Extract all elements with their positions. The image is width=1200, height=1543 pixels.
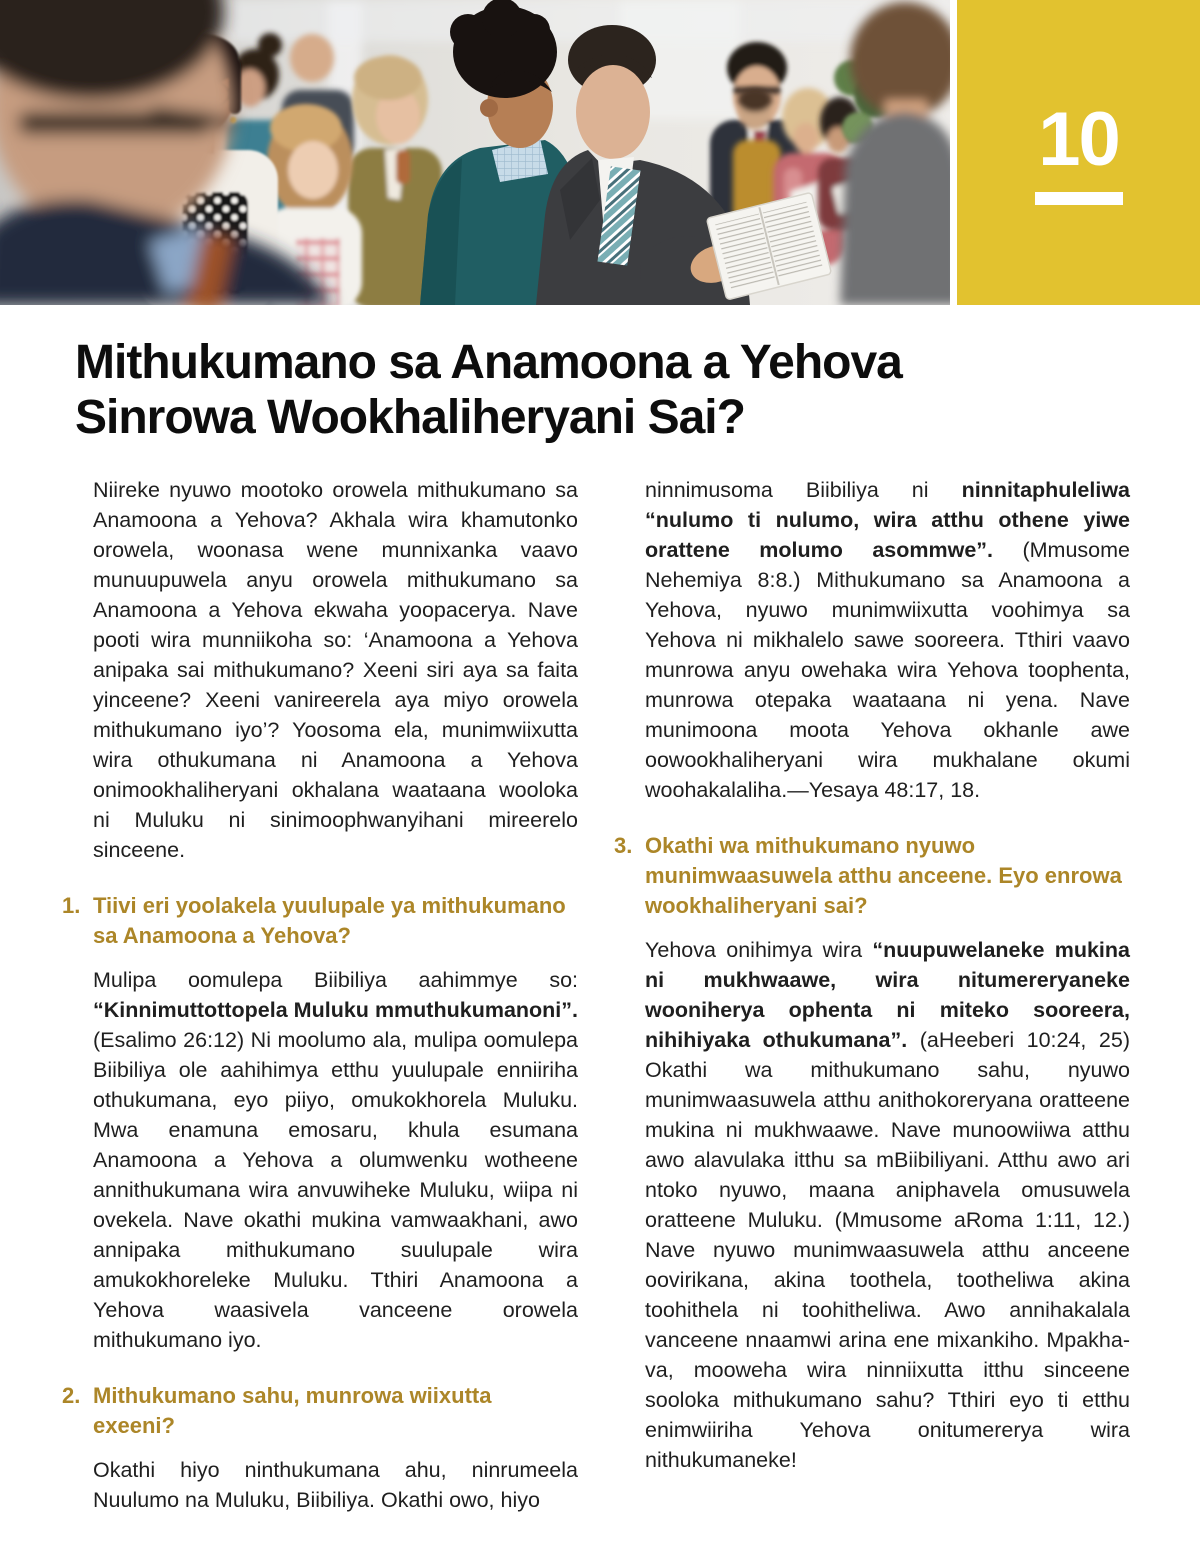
page-header	[0, 0, 1200, 305]
congregation-photo	[0, 0, 950, 305]
chapter-number: 10	[1038, 97, 1119, 182]
scripture-quote-bold: “Kinnimuttottopela Muluku mmuthukumanoni”.	[93, 998, 578, 1022]
question-1-text: Tiivi eri yoolakela yuulupale ya mithukumano sa Anamoona a Yehova?	[93, 893, 566, 948]
page-title-line2: Sinrowa Wookhaliheryani Sai?	[75, 391, 745, 444]
header-divider-gap	[950, 0, 957, 305]
question-3-text: Okathi wa mithukumano nyuwo munimwaasuwela atthu anceene. Eyo enrowa wookhaliheryani sai?	[645, 833, 1122, 918]
text-segment: Okathi hiyo ninthukumana ahu, ninrumeela Nuulumo na Muluku, Biibiliya. Okathi owo, hiyo	[93, 1458, 578, 1512]
study-question-2	[62, 1381, 578, 1441]
question-1-number: 1.	[62, 893, 81, 918]
paragraph-1	[93, 965, 578, 1355]
study-question-1	[62, 891, 578, 951]
congregation-photo-illustration	[0, 0, 950, 305]
scripture-quote-bold: ninnitaphuleliwa “nulumo ti nulumo, wira atthu othene yiwe orattene molumo asommwe”.	[645, 478, 1130, 562]
left-column	[62, 475, 578, 1515]
paragraph-2-continued	[645, 475, 1130, 805]
intro-paragraph	[93, 475, 578, 865]
text-segment: ninnimusoma Biibiliya ni	[645, 478, 962, 502]
study-question-3	[614, 831, 1130, 921]
chapter-number-underline	[1035, 192, 1123, 205]
paragraph-2-start	[93, 1455, 578, 1515]
article-body	[62, 475, 1130, 1515]
photo-right-man-back	[840, 2, 950, 305]
paragraph-3	[645, 935, 1130, 1475]
text-segment: Mulipa oomulepa Biibiliya aahimmye so:	[93, 968, 578, 992]
text-segment: (aHeeberi 10:24, 25) Okathi wa mithukumano sahu, nyuwo munimwaasuwela atthu anithokoreryana oratteene mukina ni mukhwaawe. Nave munoowiiwa atthu awo alavulaka itthu sa mBiibiliyani. Atthu awo ari ntoko nyuwo, maana aniphavela omusuwela oratteene Muluku. (Mmusome aRoma 1:11, 12.) Nave nyuwo munimwaasuwela atthu anceene oovirikana, akina toothela, tootheliwa akina toohithela ni toohitheliwa. Awo annihakalala vanceene nnaamwi arina ene mixankiho. Mpakha-va, mooweha wira ninniixutta itthu sinceene sooloka mithukumano sahu? Tthiri eyo ti etthu enimwiiriha Yehova onitumererya wira nithukumaneke!	[645, 1028, 1130, 1472]
question-2-number: 2.	[62, 1383, 81, 1408]
chapter-number-box	[957, 0, 1200, 305]
text-segment: (Mmusome Nehemiya 8:8.) Mithukumano sa Anamoona a Yehova, nyuwo munimwiixutta voohimya sa Yehova ni mikhalelo sawe sooreera. Tthiri vaavo munrowa anyu owehaka wira Yehova toophenta, munrowa otepaka waataana ni yena. Nave munimoona moota Yehova okhanle awe oowookhaliheryani wira mukhalane okumi woohakalaliha.—Yesaya 48:17, 18.	[645, 538, 1130, 802]
question-2-text: Mithukumano sahu, munrowa wiixutta exeeni?	[93, 1383, 492, 1438]
text-segment: Yehova onihimya wira	[645, 938, 873, 962]
text-segment: (Esalimo 26:12) Ni moolumo ala, mulipa oomulepa Biibiliya ole aahihimya etthu yuulupale enniiriha othukumana, eyo piiyo, omukokhorela Muluku. Mwa enamuna emosaru, khula esumana Anamoona a Yehova a olumwenku wotheene annithukumana wira anvuwiheke Muluku, wiipa ni ovekela. Nave okathi mukina vamwaakhani, awo annipaka mithukumano suulupale wira amukokhoreleke Muluku. Tthiri Anamoona a Yehova waasivela vanceene orowela mithukumano iyo.	[93, 1028, 578, 1352]
question-3-number: 3.	[614, 833, 633, 858]
page-title	[75, 335, 1200, 445]
page-title-line1: Mithukumano sa Anamoona a Yehova	[75, 336, 902, 389]
scripture-quote-bold: “nuupuwelaneke mukina ni mukhwaawe, wira nitumereryaneke wooniherya ophenta ni miteko sooreera, nihihiyaka othukumana”.	[645, 938, 1130, 1052]
right-column	[614, 475, 1130, 1515]
text-segment: Niireke nyuwo mootoko orowela mithukumano sa Anamoona a Yehova? Akhala wira khamutonko orowela, woonasa wene munnixanka vaavo munuupuwela anyu orowela mithukumano sa Anamoona a Yehova ekwaha yoopacerya. Nave pooti wira munniikoha so: ‘Anamoona a Yehova anipaka sai mithukumano? Xeeni siri aya sa faita yinceene? Xeeni vanireerela aya miyo orowela mithukumano iyo’? Yoosoma ela, munimwiixutta wira othukumana ni Anamoona a Yehova onimookhaliheryani okhalana waataana wooloka ni Muluku ni sinimoophwanyihani mireerelo sinceene.	[93, 478, 578, 862]
